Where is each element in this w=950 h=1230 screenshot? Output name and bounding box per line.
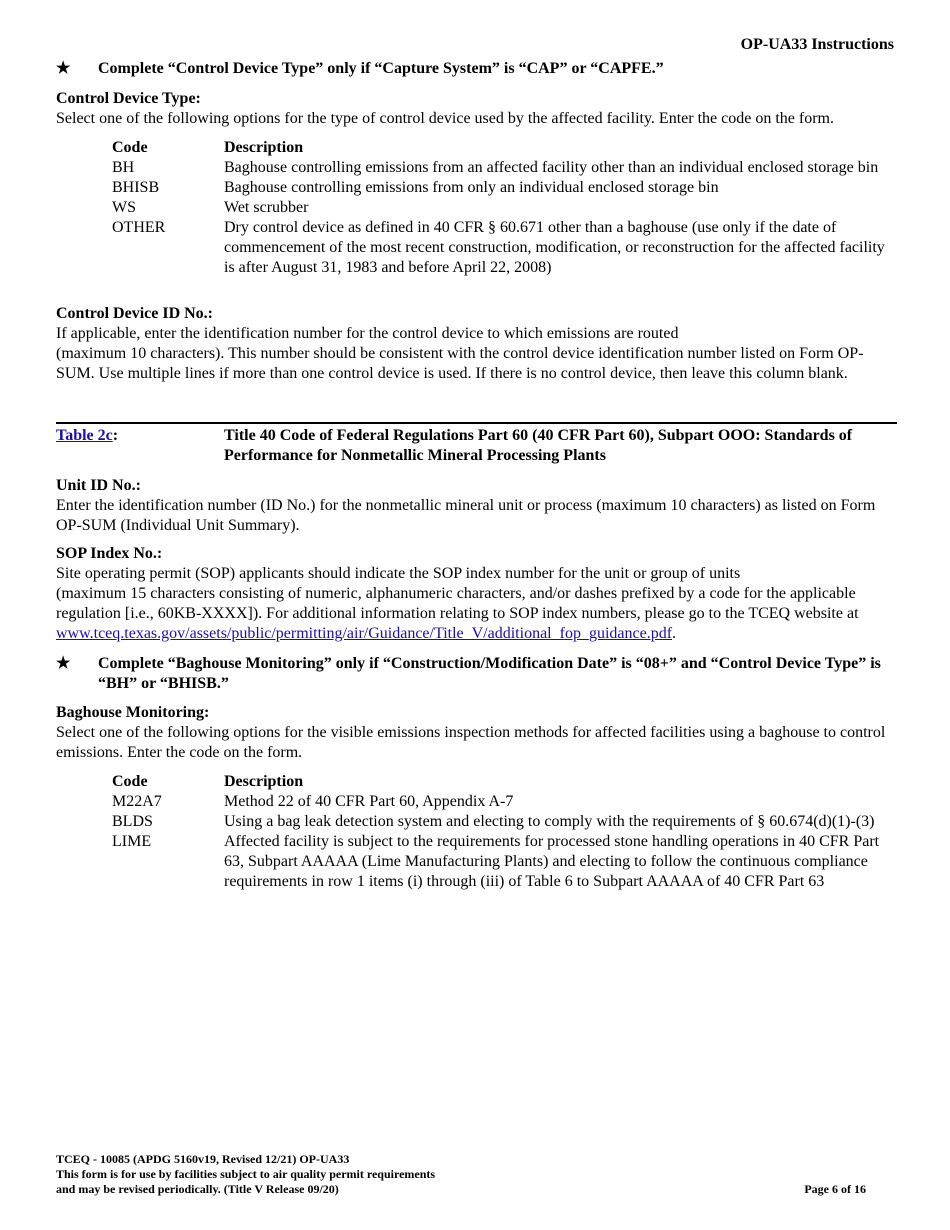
control-device-id-section [56,304,896,384]
table-header-row [112,138,896,158]
table-row [112,158,896,178]
page-footer [56,1152,435,1197]
description-cell: Dry control device as defined in 40 CFR § 60.671 other than a baghouse (use only if the date of commencement of the most recent construction, modification, or reconstruction for the affected facility is after August 31, 1983 and before April 22, 2008) [224,219,885,276]
control-device-note [56,59,896,79]
description-cell: Baghouse controlling emissions from an affected facility other than an individual enclosed storage bin [224,159,879,176]
baghouse-monitoring-intro: Select one of the following options for the visible emissions inspection methods for affected facilities using a baghouse to control emissions. Enter the code on the form. [56,724,886,761]
table-row [112,178,896,198]
unit-id-section [56,476,896,536]
description-cell: Wet scrubber [224,199,309,216]
table-2c-reference [56,426,118,446]
table-row [112,812,896,832]
code-cell: BHISB [112,179,160,196]
control-device-type-table [112,138,896,278]
baghouse-note [56,654,896,694]
page-header-title: OP-UA33 Instructions [740,36,894,53]
table-row [112,198,896,218]
sop-index-section [56,544,896,644]
code-cell: M22A7 [112,793,162,810]
column-header-code: Code [112,773,148,790]
control-device-id-line1: If applicable, enter the identification number for the control device to which emissions are routed [56,325,679,342]
tceq-guidance-link[interactable]: www.tceq.texas.gov/assets/public/permitting/air/Guidance/Title_V/additional_fop_guidance.pdf [56,625,673,642]
baghouse-note-text: Complete “Baghouse Monitoring” only if “Construction/Modification Date” is “08+” and “Control Device Type” is “BH” or “BHISB.” [98,655,881,692]
table-row [112,832,896,892]
table-2c-header [56,426,896,466]
footer-note-line1: This form is for use by facilities subject to air quality permit requirements [56,1167,436,1181]
control-device-id-line2: (maximum 10 characters). This number should be consistent with the control device identification number listed on Form OP-SUM. Use multiple lines if more than one control device is used. If there is no control device, then leave this column blank. [56,345,864,382]
sop-index-line2-text: (maximum 15 characters consisting of numeric, alphanumeric characters, and/or dashes prefixed by a code for the applicable regulation [i.e., 60KB-XXXX]). For additional information relating to SOP index numbers, please go to the TCEQ website at [56,585,859,622]
baghouse-monitoring-heading: Baghouse Monitoring: [56,704,210,721]
table-2c-colon: : [112,427,119,444]
baghouse-monitoring-section [56,703,896,892]
description-cell: Baghouse controlling emissions from only an individual enclosed storage bin [224,179,719,196]
code-cell: WS [112,199,136,216]
column-header-description: Description [224,139,304,156]
control-device-note-text: Complete “Control Device Type” only if “Capture System” is “CAP” or “CAPFE.” [98,60,664,77]
control-device-type-heading: Control Device Type: [56,90,201,107]
code-cell: OTHER [112,219,166,236]
star-icon: ★ [56,60,71,77]
page-number: Page 6 of 16 [804,1182,866,1196]
table-2c-link[interactable]: Table 2c [56,427,113,444]
control-device-id-heading: Control Device ID No.: [56,305,214,322]
footer-note-line2: and may be revised periodically. (Title V Release 09/20) [56,1182,339,1196]
code-cell: BLDS [112,813,153,830]
table-header-row [112,772,896,792]
unit-id-heading: Unit ID No.: [56,477,141,494]
description-cell: Using a bag leak detection system and electing to comply with the requirements of § 60.674(d)(1)-(3) [224,813,875,830]
code-cell: BH [112,159,135,176]
control-device-type-section [56,89,896,278]
footer-form-id: TCEQ - 10085 (APDG 5160v19, Revised 12/21) OP-UA33 [56,1152,350,1166]
sop-index-heading: SOP Index No.: [56,545,163,562]
star-icon: ★ [56,655,71,672]
table-row [112,792,896,812]
code-cell: LIME [112,833,152,850]
table-row [112,218,896,278]
column-header-description: Description [224,773,304,790]
description-cell: Affected facility is subject to the requirements for processed stone handling operations in 40 CFR Part 63, Subpart AAAAA (Lime Manufacturing Plants) and electing to follow the continuous compliance requirements in row 1 items (i) through (iii) of Table 6 to Subpart AAAAA of 40 CFR Part 63 [224,833,880,890]
description-cell: Method 22 of 40 CFR Part 60, Appendix A-7 [224,793,514,810]
sop-index-line1: Site operating permit (SOP) applicants should indicate the SOP index number for the unit or group of units [56,565,741,582]
table-2c-title: Title 40 Code of Federal Regulations Part 60 (40 CFR Part 60), Subpart OOO: Standards of Performance for Nonmetallic Mineral Processing Plants [224,427,853,464]
column-header-code: Code [112,139,148,156]
control-device-type-intro: Select one of the following options for the type of control device used by the affected facility. Enter the code on the form. [56,110,834,127]
sop-index-end: . [672,625,677,642]
section-divider [56,422,897,424]
baghouse-monitoring-table [112,772,896,892]
unit-id-text: Enter the identification number (ID No.) for the nonmetallic mineral unit or process (maximum 10 characters) as listed on Form OP-SUM (Individual Unit Summary). [56,497,876,534]
sop-index-line2 [56,584,896,644]
